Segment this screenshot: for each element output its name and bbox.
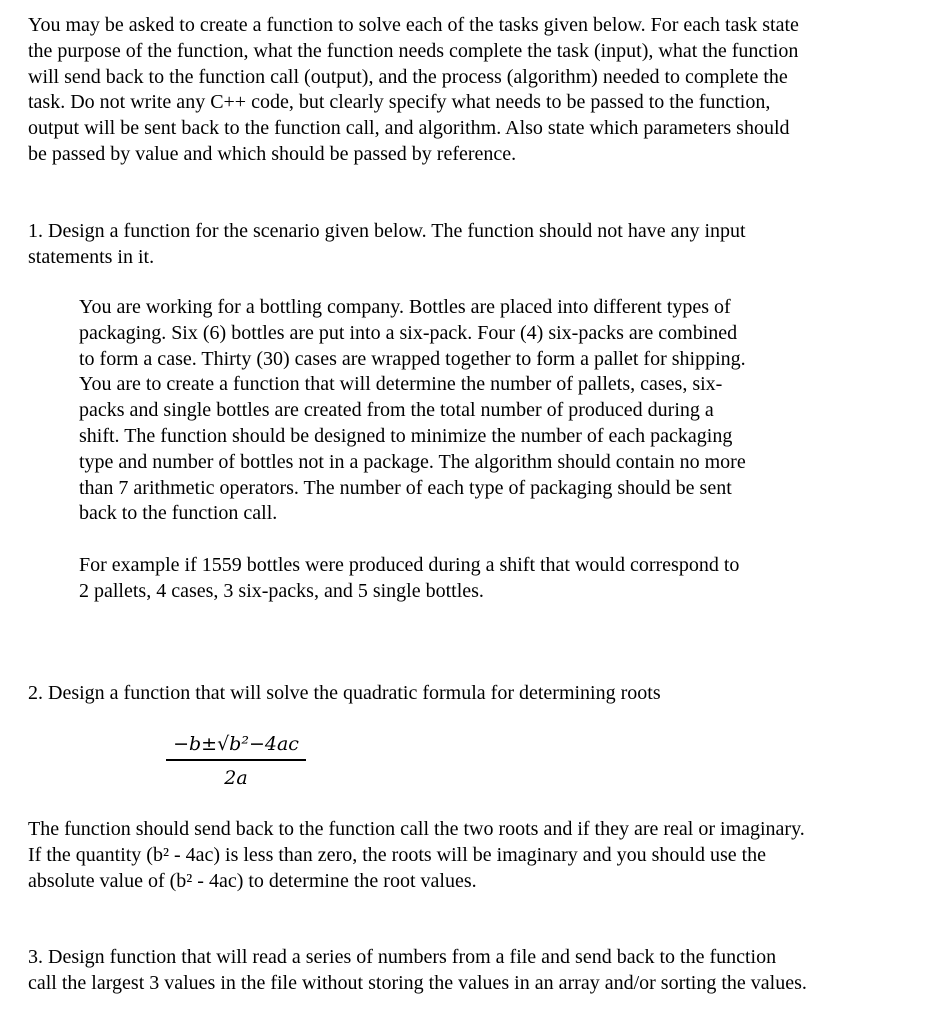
- formula-denominator: 2a: [224, 767, 248, 789]
- text-line: The function should send back to the function call the two roots and if they are real or imaginary.: [28, 818, 805, 840]
- formula-numerator: −b±√b²−4ac: [166, 733, 306, 761]
- text-line: absolute value of (b² - 4ac) to determine the root values.: [28, 869, 477, 892]
- text-line: You may be asked to create a function to solve each of the tasks given below. For each task state: [28, 14, 799, 36]
- text-line: task. Do not write any C++ code, but clearly specify what needs to be passed to the function,: [28, 91, 771, 114]
- quadratic-formula: [166, 733, 306, 789]
- text-line: be passed by value and which should be passed by reference.: [28, 142, 517, 165]
- text-line: 2 pallets, 4 cases, 3 six-packs, and 5 single bottles.: [79, 579, 484, 602]
- text-line: than 7 arithmetic operators. The number of each type of packaging should be sent: [79, 476, 732, 499]
- intro-paragraph: [28, 13, 799, 168]
- text-line: packaging. Six (6) bottles are put into a six-pack. Four (4) six-packs are combined: [79, 321, 738, 344]
- text-line: to form a case. Thirty (30) cases are wrapped together to form a pallet for shipping.: [79, 347, 746, 370]
- task1-example: [79, 553, 739, 605]
- task3-heading: [28, 945, 807, 997]
- text-line: 2. Design a function that will solve the quadratic formula for determining roots: [28, 682, 661, 704]
- text-line: back to the function call.: [79, 502, 278, 525]
- task2-body: [28, 817, 805, 894]
- text-line: shift. The function should be designed to minimize the number of each packaging: [79, 424, 733, 447]
- task1-heading: [28, 219, 746, 271]
- text-line: call the largest 3 values in the file without storing the values in an array and/or sorting the values.: [28, 971, 807, 994]
- task1-scenario: [79, 295, 746, 527]
- text-line: For example if 1559 bottles were produced during a shift that would correspond to: [79, 554, 740, 576]
- text-line: 1. Design a function for the scenario given below. The function should not have any input: [28, 220, 746, 242]
- text-line: packs and single bottles are created from the total number of produced during a: [79, 399, 714, 422]
- text-line: 3. Design function that will read a series of numbers from a file and send back to the function: [28, 946, 777, 968]
- text-line: the purpose of the function, what the function needs complete the task (input), what the function: [28, 39, 799, 62]
- task2-heading: [28, 681, 661, 707]
- text-line: If the quantity (b² - 4ac) is less than zero, the roots will be imaginary and you should use the: [28, 843, 767, 866]
- text-line: You are working for a bottling company. Bottles are placed into different types of: [79, 296, 731, 318]
- text-line: type and number of bottles not in a package. The algorithm should contain no more: [79, 450, 746, 473]
- text-line: statements in it.: [28, 245, 155, 268]
- text-line: You are to create a function that will determine the number of pallets, cases, six-: [79, 373, 723, 396]
- text-line: output will be sent back to the function call, and algorithm. Also state which parameters should: [28, 117, 790, 140]
- text-line: will send back to the function call (output), and the process (algorithm) needed to complete the: [28, 65, 788, 88]
